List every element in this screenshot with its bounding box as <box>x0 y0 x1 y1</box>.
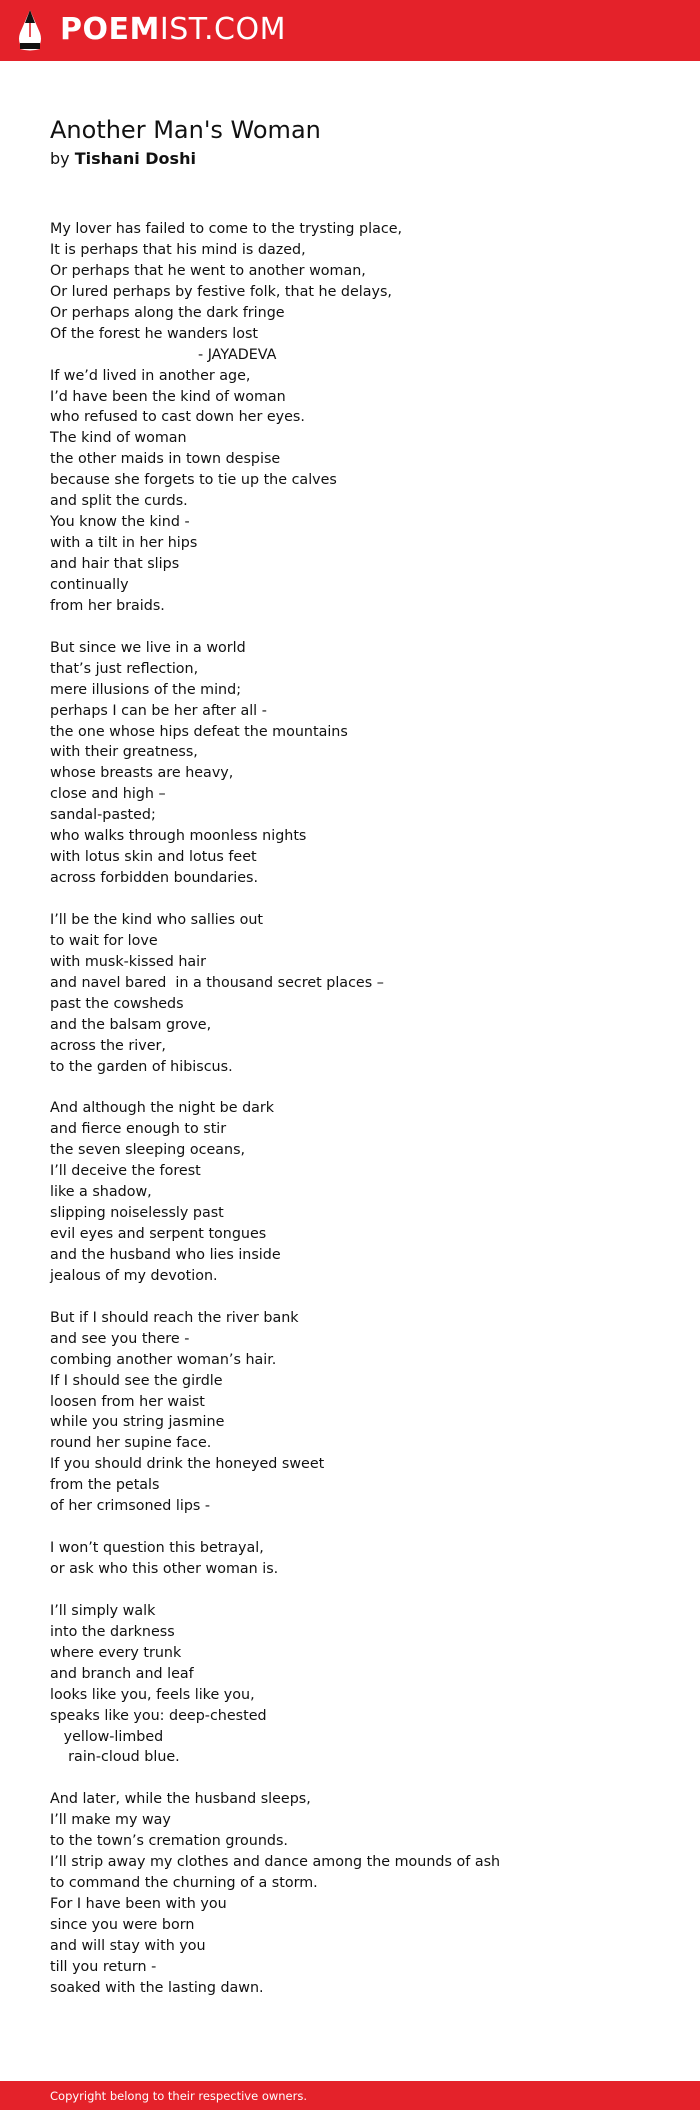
poem-line: the other maids in town despise <box>50 451 281 468</box>
epigraph-attribution: - JAYADEVA <box>198 346 277 363</box>
poem-line: If you should drink the honeyed sweet <box>50 1456 325 1473</box>
poem-line: past the cowsheds <box>50 995 184 1012</box>
poem-line: of her crimsoned lips - <box>50 1498 211 1515</box>
site-logo-text <box>60 9 286 51</box>
poem-line: speaks like you: deep-chested <box>50 1707 267 1724</box>
pen-nib-icon <box>16 9 44 51</box>
poem-line: and navel bared in a thousand secret places – <box>50 974 384 991</box>
poem-line: mere illusions of the mind; <box>50 681 242 698</box>
epigraph-line: Or perhaps along the dark fringe <box>50 304 285 321</box>
poem-line: and the balsam grove, <box>50 1016 212 1033</box>
poem-line: I’ll simply walk <box>50 1602 156 1619</box>
poem-line: to the garden of hibiscus. <box>50 1058 233 1075</box>
stanza-break <box>50 617 690 638</box>
poem-line: like a shadow, <box>50 1184 152 1201</box>
epigraph-line: It is perhaps that his mind is dazed, <box>50 241 306 258</box>
poem-line: with their greatness, <box>50 744 198 761</box>
poem-line: I’ll deceive the forest <box>50 1163 201 1180</box>
author-name: Tishani Doshi <box>74 149 196 168</box>
poem-line: I won’t question this betrayal, <box>50 1540 264 1557</box>
poem-title: Another Man's Woman <box>50 116 321 144</box>
by-label: by <box>50 149 70 168</box>
stanza-break <box>50 889 690 910</box>
poem-line: rain-cloud blue. <box>50 1749 180 1766</box>
poem-line: But if I should reach the river bank <box>50 1309 299 1326</box>
poem-line: from the petals <box>50 1477 160 1494</box>
poem-line: evil eyes and serpent tongues <box>50 1226 267 1242</box>
site-logo-link[interactable] <box>16 9 286 51</box>
poem-line: to command the churning of a storm. <box>50 1875 318 1892</box>
stanza-break <box>50 1517 690 1538</box>
poem-line: and see you there - <box>50 1330 190 1347</box>
poem-line: from her braids. <box>50 597 165 614</box>
poem-line: For I have been with you <box>50 1896 227 1912</box>
poem-line: with lotus skin and lotus feet <box>50 849 257 866</box>
poem-line: round her supine face. <box>50 1435 212 1452</box>
stanza-break <box>50 1287 690 1308</box>
poem-line: looks like you, feels like you, <box>50 1686 255 1703</box>
poem-line: and branch and leaf <box>50 1665 194 1682</box>
poem-line: The kind of woman <box>50 430 187 447</box>
poem-line: perhaps I can be her after all - <box>50 702 267 719</box>
poem-line: and fierce enough to stir <box>50 1121 227 1138</box>
poem-line: the seven sleeping oceans, <box>50 1142 246 1159</box>
poem-line: I’ll be the kind who sallies out <box>50 911 263 928</box>
poem-line: I’ll strip away my clothes and dance among the mounds of ash <box>50 1854 501 1871</box>
poem-line: slipping noiselessly past <box>50 1205 224 1222</box>
poem-line: to wait for love <box>50 932 158 949</box>
poem-line: with a tilt in her hips <box>50 535 198 552</box>
poem-line: who walks through moonless nights <box>50 828 307 845</box>
poem-line: where every trunk <box>50 1644 182 1661</box>
poem-line: sandal-pasted; <box>50 807 156 824</box>
poem-line: the one whose hips defeat the mountains <box>50 723 348 740</box>
poem-line: close and high – <box>50 786 166 803</box>
poem-line: into the darkness <box>50 1623 175 1640</box>
poem-line: with musk-kissed hair <box>50 953 206 970</box>
poem-line: soaked with the lasting dawn. <box>50 1979 264 1996</box>
epigraph-line: Or lured perhaps by festive folk, that he delays, <box>50 283 392 300</box>
poem-line: while you string jasmine <box>50 1414 225 1431</box>
poem-line: loosen from her waist <box>50 1393 205 1410</box>
stanza-break <box>50 1077 690 1098</box>
poem-line: since you were born <box>50 1916 195 1933</box>
poem-line: because she forgets to tie up the calves <box>50 472 337 489</box>
site-header <box>0 0 700 61</box>
poem-line: across forbidden boundaries. <box>50 870 259 887</box>
poem-line: But since we live in a world <box>50 639 246 656</box>
copyright-text: Copyright belong to their respective owners. <box>50 2089 308 2103</box>
poem-body <box>50 219 690 1999</box>
poem-line: You know the kind - <box>50 514 190 531</box>
logo-bold-text: POEM <box>60 12 160 47</box>
poem-line: If I should see the girdle <box>50 1372 223 1389</box>
poem-line: who refused to cast down her eyes. <box>50 409 305 426</box>
poem-line: and hair that slips <box>50 556 180 572</box>
poem-line: or ask who this other woman is. <box>50 1561 279 1577</box>
poem-line: I’d have been the kind of woman <box>50 388 286 405</box>
poem-line: and the husband who lies inside <box>50 1246 281 1263</box>
poem-line: whose breasts are heavy, <box>50 765 234 782</box>
epigraph-line: My lover has failed to come to the trysting place, <box>50 221 403 237</box>
poem-heading <box>50 114 670 170</box>
byline <box>50 148 670 170</box>
poem-line: across the river, <box>50 1037 166 1054</box>
epigraph-line: Of the forest he wanders lost <box>50 325 259 342</box>
epigraph-line: Or perhaps that he went to another woman, <box>50 262 366 279</box>
poem-line: If we’d lived in another age, <box>50 367 251 384</box>
stanza-break <box>50 1580 690 1601</box>
site-footer <box>0 2081 700 2110</box>
logo-light-text: IST.COM <box>159 12 286 47</box>
poem-line: And later, while the husband sleeps, <box>50 1791 311 1808</box>
poem-line: jealous of my devotion. <box>50 1267 218 1284</box>
poem-line: yellow-limbed <box>50 1728 164 1745</box>
poem-line: continually <box>50 576 129 593</box>
poem-line: And although the night be dark <box>50 1100 275 1117</box>
poem-line: to the town’s cremation grounds. <box>50 1833 288 1850</box>
poem-line: till you return - <box>50 1958 157 1975</box>
poem-line: I’ll make my way <box>50 1812 171 1829</box>
poem-line: that’s just reflection, <box>50 660 199 677</box>
poem-line: and will stay with you <box>50 1937 206 1954</box>
poem-line: and split the curds. <box>50 493 188 510</box>
stanza-break <box>50 1768 690 1789</box>
poem-line: combing another woman’s hair. <box>50 1351 277 1368</box>
